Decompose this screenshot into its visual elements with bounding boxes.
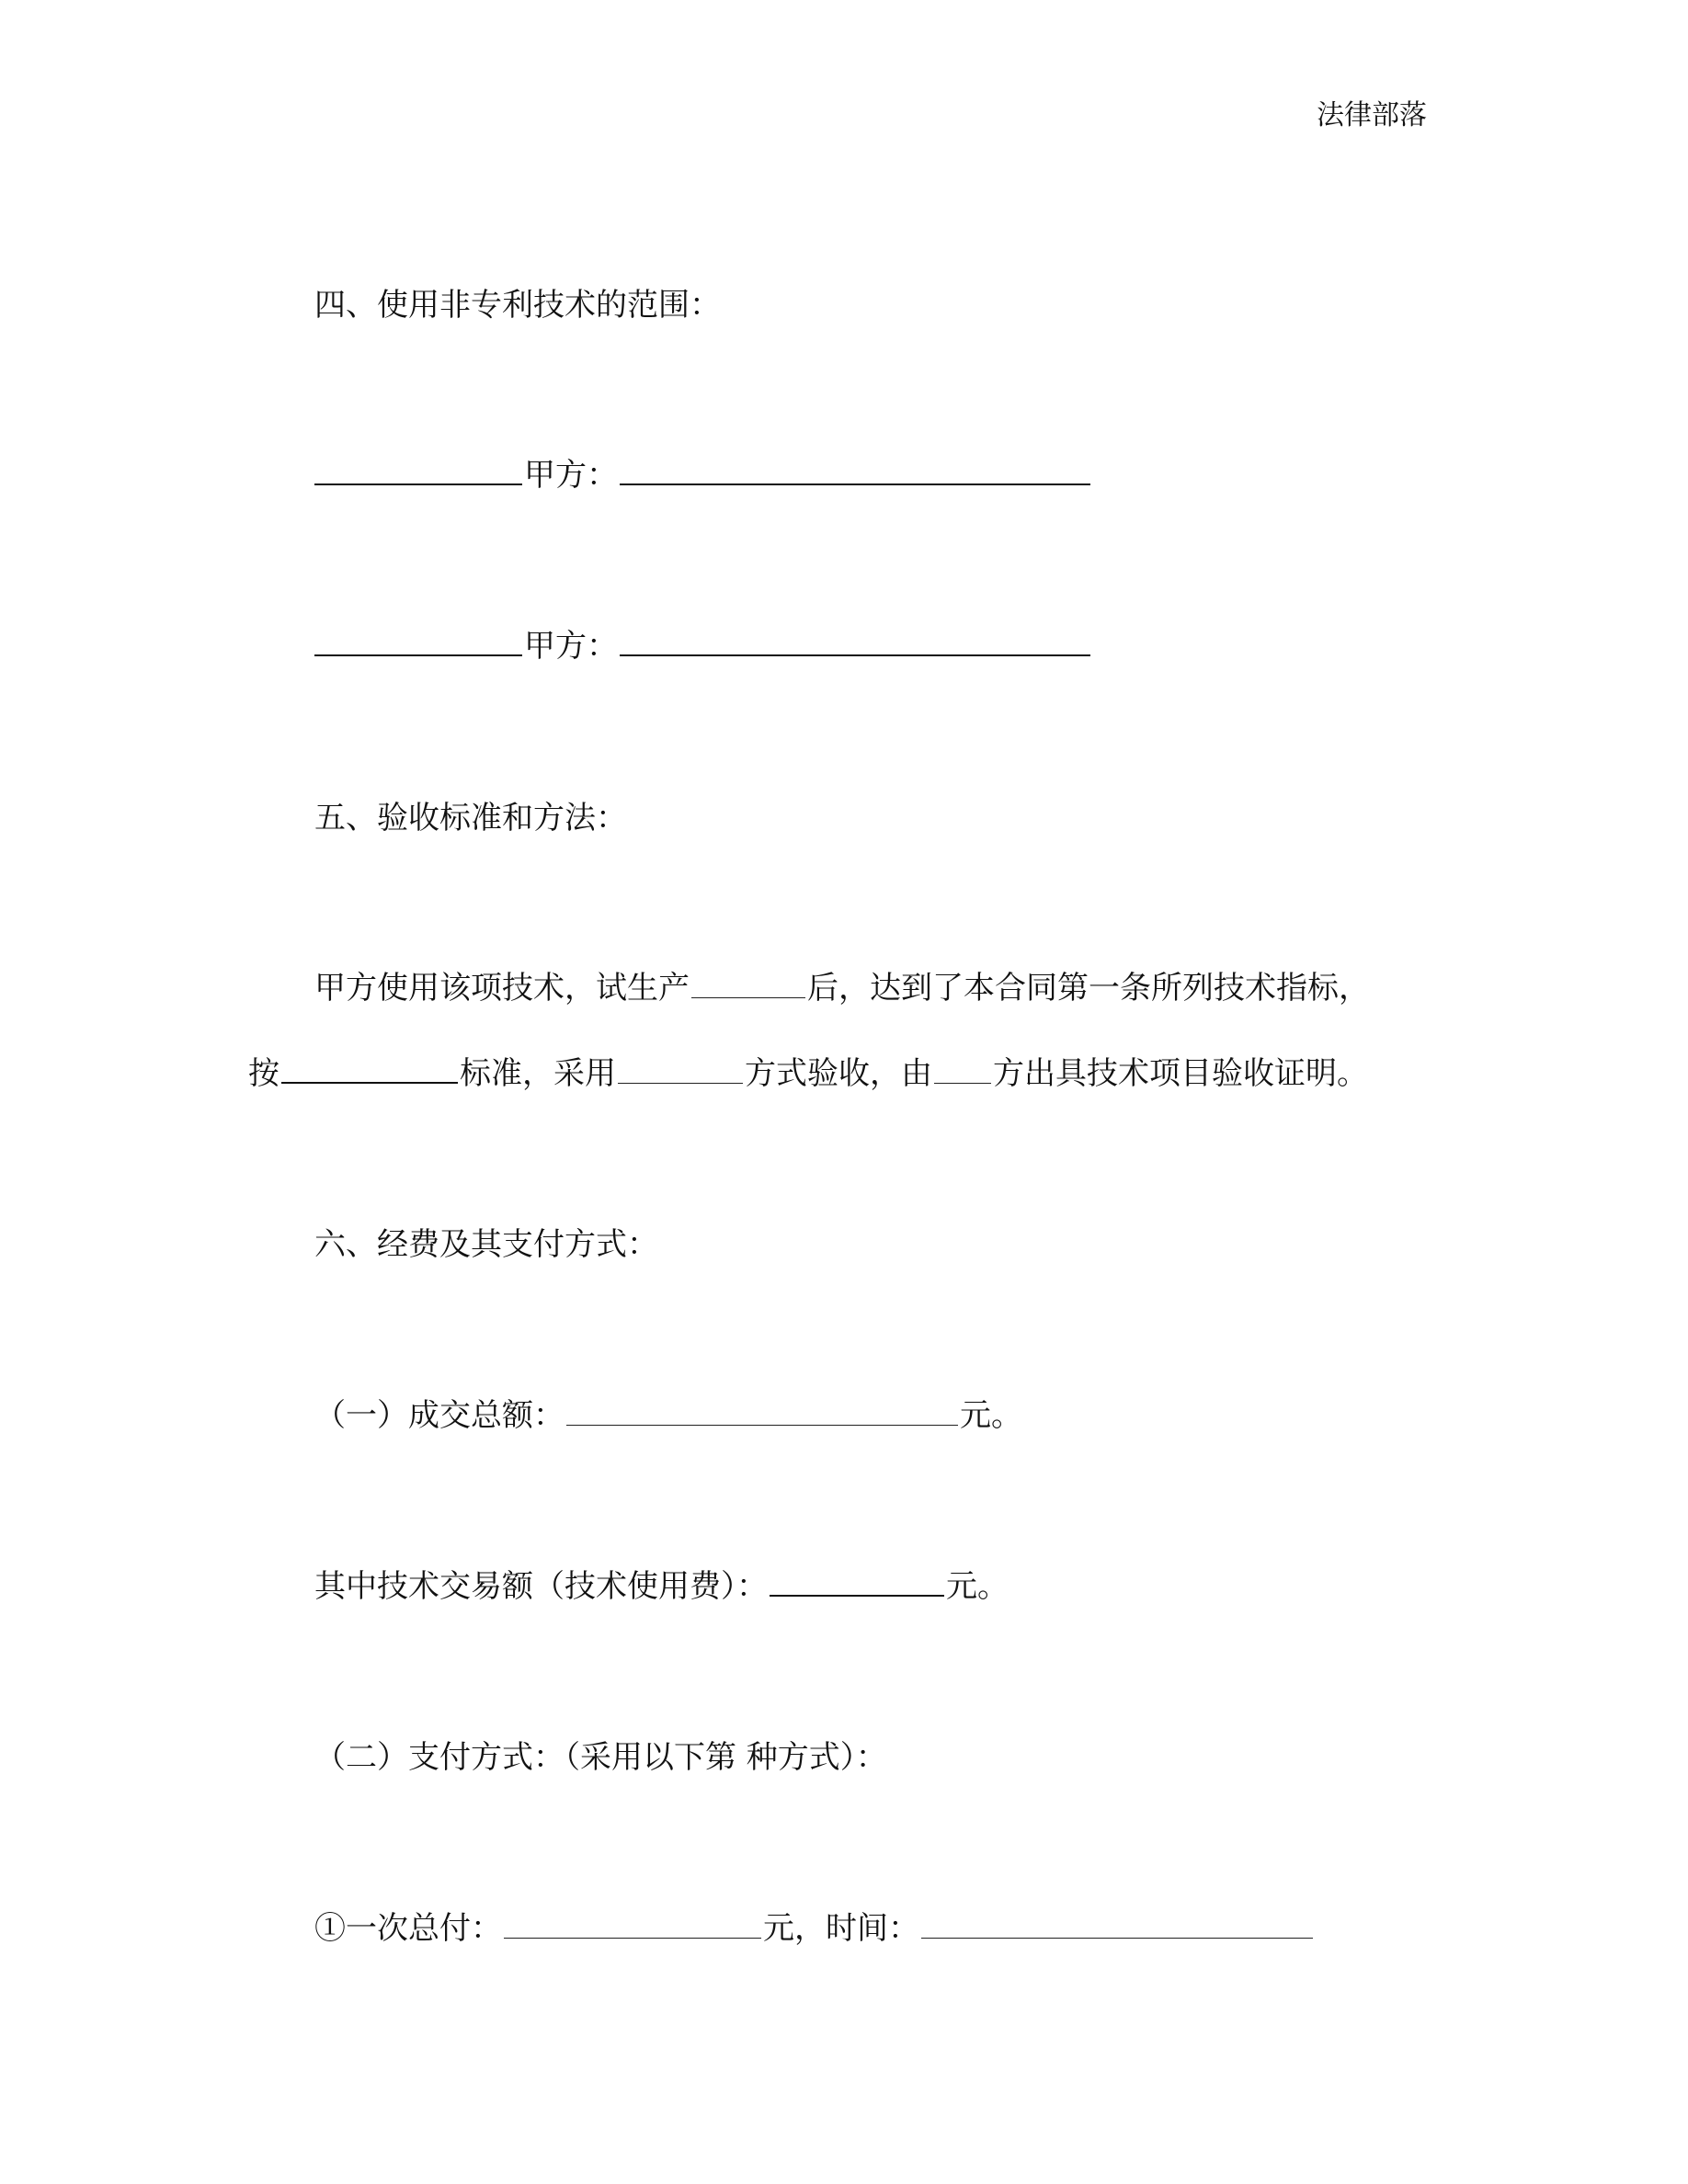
scope-blank-3[interactable]: [314, 654, 522, 656]
one-time-date-blank[interactable]: [921, 1937, 1313, 1939]
method-blank[interactable]: [618, 1082, 743, 1084]
acceptance-paragraph-line-1: [314, 970, 1370, 1007]
page-header: 法律部落: [1317, 99, 1427, 131]
scope-row-2-label: 甲方：: [524, 628, 618, 665]
acceptance-text-a: 甲方使用该项技术，试生产: [314, 970, 690, 1007]
tech-fee-row: [314, 1568, 1009, 1605]
acceptance-text-c: 按: [248, 1055, 279, 1092]
tech-fee-label: 其中技术交易额（技术使用费）：: [314, 1568, 768, 1605]
scope-blank-4[interactable]: [620, 654, 1090, 656]
one-time-payment-unit: 元，时间：: [763, 1910, 919, 1947]
section-6-heading: 六、经费及其支付方式：: [314, 1226, 658, 1263]
one-time-payment-label: ①一次总付：: [314, 1910, 502, 1947]
party-blank[interactable]: [934, 1082, 991, 1084]
one-time-payment-row: [314, 1910, 1315, 1947]
section-4-heading: 四、使用非专利技术的范围：: [314, 287, 721, 324]
total-amount-row: [314, 1397, 1022, 1434]
acceptance-text-e: 方式验收，由: [745, 1055, 932, 1092]
section-5-heading: 五、验收标准和方法：: [314, 800, 627, 836]
total-amount-unit: 元。: [960, 1397, 1022, 1434]
scope-blank-1[interactable]: [314, 483, 522, 485]
standard-blank[interactable]: [281, 1081, 458, 1084]
one-time-amount-blank[interactable]: [504, 1937, 761, 1939]
total-amount-blank[interactable]: [566, 1424, 958, 1426]
tech-fee-blank[interactable]: [770, 1594, 944, 1597]
total-amount-label: （一）成交总额：: [314, 1397, 565, 1434]
scope-blank-2[interactable]: [620, 483, 1090, 485]
acceptance-text-b: 后，达到了本合同第一条所列技术指标，: [807, 970, 1370, 1007]
scope-row-1-label: 甲方：: [524, 457, 618, 494]
scope-row-1: [313, 457, 1092, 494]
acceptance-text-d: 标准，采用: [460, 1055, 616, 1092]
trial-period-blank[interactable]: [691, 996, 805, 998]
acceptance-text-f: 方出具技术项目验收证明。: [993, 1055, 1368, 1092]
tech-fee-unit: 元。: [946, 1568, 1009, 1605]
payment-method-row: （二）支付方式：（采用以下第 种方式）：: [314, 1739, 887, 1776]
acceptance-paragraph-line-2: [248, 1055, 1368, 1092]
scope-row-2: [313, 628, 1092, 665]
